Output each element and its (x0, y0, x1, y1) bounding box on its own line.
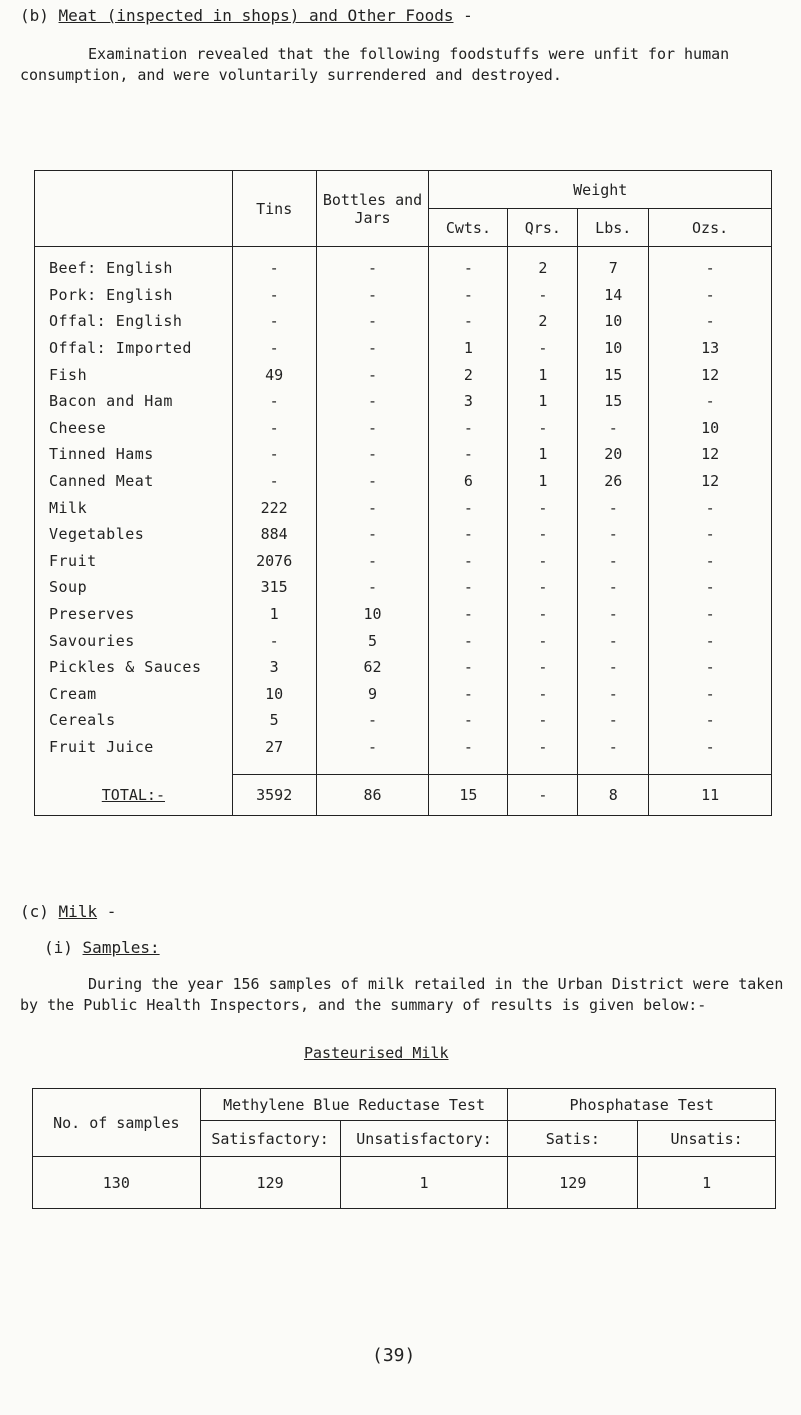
item-cell: Cream (35, 681, 233, 708)
cwts-cell: 1 (429, 335, 508, 362)
qrs-cell: - (508, 548, 578, 575)
tins-cell: 1 (232, 601, 316, 628)
cwts-cell: - (429, 415, 508, 442)
section-c-suffix: - (97, 902, 117, 921)
total-row (35, 775, 772, 816)
item-cell: Beef: English (35, 255, 233, 282)
ozs-cell: 13 (649, 335, 772, 362)
lbs-cell: 20 (578, 441, 649, 468)
item-cell: Pickles & Sauces (35, 654, 233, 681)
cwts-cell: - (429, 707, 508, 734)
table-row (35, 255, 772, 282)
qrs-cell: 2 (508, 255, 578, 282)
qrs-cell: - (508, 335, 578, 362)
table-row (35, 707, 772, 734)
total-bottles-cell: 86 (316, 775, 429, 816)
tins-cell: - (232, 282, 316, 309)
lbs-cell: - (578, 627, 649, 654)
bottles-cell: - (316, 308, 429, 335)
qrs-cell: - (508, 627, 578, 654)
page-number: (39) (372, 1345, 416, 1366)
bottles-cell: 5 (316, 627, 429, 654)
ozs-cell: - (649, 494, 772, 521)
qrs-cell: 1 (508, 441, 578, 468)
bottles-cell: - (316, 282, 429, 309)
bottles-cell: - (316, 548, 429, 575)
cwts-cell: - (429, 282, 508, 309)
qrs-cell: - (508, 574, 578, 601)
ozs-cell: - (649, 627, 772, 654)
qrs-cell: 1 (508, 388, 578, 415)
lbs-cell: 14 (578, 282, 649, 309)
ozs-cell: - (649, 282, 772, 309)
cwts-cell: - (429, 308, 508, 335)
bottles-cell: - (316, 335, 429, 362)
bottles-cell: - (316, 388, 429, 415)
item-cell: Cheese (35, 415, 233, 442)
gap-cell (316, 760, 429, 775)
total-lbs-cell: 8 (578, 775, 649, 816)
bottles-cell: - (316, 441, 429, 468)
ozs-cell: - (649, 654, 772, 681)
section-b-text: Examination revealed that the following foodstuffs were unfit for human consumption, and were voluntarily surrendered and destroyed. (20, 45, 730, 84)
tins-header: Tins (232, 171, 316, 247)
unsatisfactory-cell: 1 (340, 1157, 508, 1209)
table-row (35, 494, 772, 521)
item-cell: Fish (35, 361, 233, 388)
ozs-cell: 12 (649, 441, 772, 468)
table-row (35, 415, 772, 442)
item-cell: Canned Meat (35, 468, 233, 495)
foods-table (34, 170, 772, 816)
table-row (35, 361, 772, 388)
lbs-cell: - (578, 415, 649, 442)
tins-cell: 10 (232, 681, 316, 708)
cwts-cell: - (429, 627, 508, 654)
bottles-cell: - (316, 494, 429, 521)
unsatisfactory-header: Unsatisfactory: (340, 1121, 508, 1157)
lbs-cell: - (578, 681, 649, 708)
spacer-row (35, 247, 772, 256)
ozs-cell: - (649, 707, 772, 734)
ozs-cell: 12 (649, 468, 772, 495)
lbs-cell: - (578, 601, 649, 628)
satis-cell: 129 (508, 1157, 638, 1209)
tins-cell: 49 (232, 361, 316, 388)
samples-label: (i) (44, 938, 73, 957)
table-row (35, 335, 772, 362)
samples-title: Samples: (82, 938, 160, 957)
total-tins-cell: 3592 (232, 775, 316, 816)
samples-heading (44, 938, 160, 957)
spacer-cell (578, 247, 649, 256)
bottles-cell: - (316, 468, 429, 495)
lbs-cell: 10 (578, 335, 649, 362)
gap-row (35, 760, 772, 775)
bottles-header: Bottles and Jars (316, 171, 429, 247)
table-row (35, 308, 772, 335)
lbs-cell: - (578, 574, 649, 601)
item-cell: Milk (35, 494, 233, 521)
qrs-cell: - (508, 734, 578, 761)
satisfactory-header: Satisfactory: (200, 1121, 340, 1157)
total-label: TOTAL:- (35, 775, 233, 816)
bottles-cell: - (316, 734, 429, 761)
ozs-cell: - (649, 388, 772, 415)
samples-header: No. of samples (33, 1089, 201, 1157)
ozs-cell: - (649, 308, 772, 335)
qrs-header: Qrs. (508, 209, 578, 247)
spacer-cell (649, 247, 772, 256)
tins-cell: 3 (232, 654, 316, 681)
table-row (35, 388, 772, 415)
gap-cell (649, 760, 772, 775)
item-cell: Offal: English (35, 308, 233, 335)
ozs-header: Ozs. (649, 209, 772, 247)
satisfactory-cell: 129 (200, 1157, 340, 1209)
ozs-cell: - (649, 574, 772, 601)
lbs-cell: - (578, 707, 649, 734)
gap-cell (35, 760, 233, 775)
qrs-cell: - (508, 415, 578, 442)
total-qrs-cell: - (508, 775, 578, 816)
tins-cell: 27 (232, 734, 316, 761)
tins-cell: - (232, 255, 316, 282)
gap-cell (578, 760, 649, 775)
bottles-cell: 9 (316, 681, 429, 708)
ozs-cell: - (649, 601, 772, 628)
section-b-suffix: - (453, 6, 473, 25)
cwts-cell: - (429, 654, 508, 681)
bottles-cell: - (316, 707, 429, 734)
ozs-cell: - (649, 681, 772, 708)
item-cell: Fruit Juice (35, 734, 233, 761)
tins-cell: - (232, 308, 316, 335)
qrs-cell: - (508, 707, 578, 734)
item-cell: Pork: English (35, 282, 233, 309)
section-c-label: (c) (20, 902, 49, 921)
tins-cell: 222 (232, 494, 316, 521)
milk-samples-text: During the year 156 samples of milk retailed in the Urban District were taken by the Public Health Inspectors, and the summary of results is given below:- (20, 975, 784, 1014)
table-row (35, 627, 772, 654)
tins-cell: - (232, 415, 316, 442)
lbs-cell: - (578, 521, 649, 548)
spacer-cell (316, 247, 429, 256)
ozs-cell: - (649, 521, 772, 548)
ozs-cell: - (649, 255, 772, 282)
item-cell: Fruit (35, 548, 233, 575)
item-cell: Vegetables (35, 521, 233, 548)
qrs-cell: - (508, 601, 578, 628)
lbs-cell: 26 (578, 468, 649, 495)
tins-cell: - (232, 441, 316, 468)
tins-cell: - (232, 468, 316, 495)
item-header-cell (35, 171, 233, 247)
qrs-cell: 2 (508, 308, 578, 335)
tins-cell: 2076 (232, 548, 316, 575)
table-row (35, 521, 772, 548)
gap-cell (232, 760, 316, 775)
cwts-header: Cwts. (429, 209, 508, 247)
table-row (35, 654, 772, 681)
cwts-cell: 6 (429, 468, 508, 495)
ozs-cell: - (649, 734, 772, 761)
item-cell: Savouries (35, 627, 233, 654)
qrs-cell: 1 (508, 468, 578, 495)
item-cell: Preserves (35, 601, 233, 628)
lbs-cell: 15 (578, 361, 649, 388)
bottles-cell: - (316, 361, 429, 388)
section-c-heading (20, 902, 116, 921)
lbs-cell: 7 (578, 255, 649, 282)
qrs-cell: - (508, 654, 578, 681)
table-row (35, 681, 772, 708)
table-row (35, 601, 772, 628)
unsatis-cell: 1 (638, 1157, 776, 1209)
milk-table (32, 1088, 776, 1209)
unsatis-header: Unsatis: (638, 1121, 776, 1157)
item-cell: Tinned Hams (35, 441, 233, 468)
tins-cell: - (232, 335, 316, 362)
pasteurised-milk-title: Pasteurised Milk (304, 1044, 449, 1062)
spacer-cell (429, 247, 508, 256)
cwts-cell: - (429, 441, 508, 468)
qrs-cell: - (508, 282, 578, 309)
bottles-cell: - (316, 415, 429, 442)
bottles-cell: - (316, 574, 429, 601)
lbs-cell: - (578, 654, 649, 681)
ozs-cell: 12 (649, 361, 772, 388)
tins-cell: 884 (232, 521, 316, 548)
tins-cell: 315 (232, 574, 316, 601)
section-c-title: Milk (58, 902, 98, 921)
item-cell: Cereals (35, 707, 233, 734)
tins-cell: 5 (232, 707, 316, 734)
weight-header: Weight (429, 171, 772, 209)
cwts-cell: - (429, 494, 508, 521)
ozs-cell: 10 (649, 415, 772, 442)
lbs-cell: - (578, 494, 649, 521)
samples-cell: 130 (33, 1157, 201, 1209)
table-row (35, 734, 772, 761)
cwts-cell: 3 (429, 388, 508, 415)
item-cell: Offal: Imported (35, 335, 233, 362)
section-b-prefix: (b) (20, 6, 49, 25)
bottles-cell: - (316, 255, 429, 282)
cwts-cell: 2 (429, 361, 508, 388)
qrs-cell: - (508, 494, 578, 521)
cwts-cell: - (429, 681, 508, 708)
bottles-cell: 10 (316, 601, 429, 628)
section-b-title: Meat (inspected in shops) and Other Foods (58, 6, 454, 25)
qrs-cell: - (508, 521, 578, 548)
item-cell: Soup (35, 574, 233, 601)
cwts-cell: - (429, 574, 508, 601)
table-row (35, 468, 772, 495)
qrs-cell: 1 (508, 361, 578, 388)
table-row (35, 282, 772, 309)
spacer-cell (232, 247, 316, 256)
cwts-cell: - (429, 548, 508, 575)
gap-cell (429, 760, 508, 775)
satis-header: Satis: (508, 1121, 638, 1157)
total-ozs-cell: 11 (649, 775, 772, 816)
table-row (35, 441, 772, 468)
ozs-cell: - (649, 548, 772, 575)
qrs-cell: - (508, 681, 578, 708)
lbs-cell: 10 (578, 308, 649, 335)
total-cwts-cell: 15 (429, 775, 508, 816)
cwts-cell: - (429, 601, 508, 628)
table-row (35, 548, 772, 575)
lbs-cell: - (578, 548, 649, 575)
foods-table-body (35, 247, 772, 816)
lbs-cell: 15 (578, 388, 649, 415)
methylene-header: Methylene Blue Reductase Test (200, 1089, 508, 1121)
tins-cell: - (232, 627, 316, 654)
cwts-cell: - (429, 734, 508, 761)
cwts-cell: - (429, 255, 508, 282)
lbs-cell: - (578, 734, 649, 761)
spacer-cell (35, 247, 233, 256)
gap-cell (508, 760, 578, 775)
phosphatase-header: Phosphatase Test (508, 1089, 776, 1121)
table-row (35, 574, 772, 601)
bottles-cell: 62 (316, 654, 429, 681)
item-cell: Bacon and Ham (35, 388, 233, 415)
lbs-header: Lbs. (578, 209, 649, 247)
cwts-cell: - (429, 521, 508, 548)
bottles-cell: - (316, 521, 429, 548)
section-b-heading (20, 6, 473, 25)
milk-table-row (33, 1157, 776, 1209)
spacer-cell (508, 247, 578, 256)
tins-cell: - (232, 388, 316, 415)
